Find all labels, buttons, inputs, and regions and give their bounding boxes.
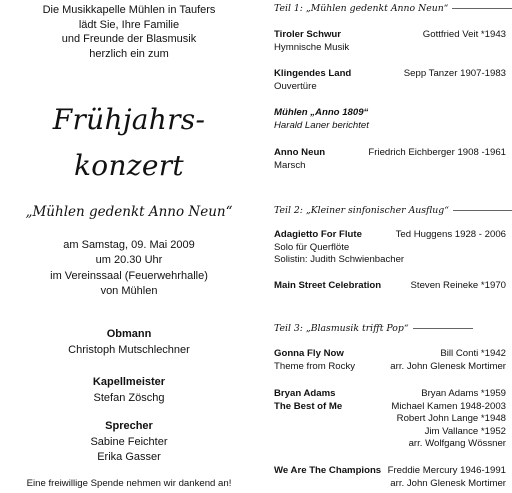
piece-composer: Steven Reineke *1970: [410, 280, 506, 291]
piece-bryan-adams: [274, 388, 506, 451]
intro-line: und Freunde der Blasmusik: [61, 33, 197, 46]
official-sprecher: [0, 419, 258, 466]
official-name: Stefan Zöschg: [93, 391, 165, 404]
piece-soloist: Solistin: Judith Schwienbacher: [274, 254, 405, 266]
piece-arranger: arr. Wolfgang Wössner: [408, 438, 506, 450]
piece-title: Tiroler Schwur: [274, 29, 341, 40]
part1-heading: [274, 3, 512, 14]
piece-subtitle: Ouvertüre: [274, 80, 317, 92]
piece-title-2: The Best of Me: [274, 400, 343, 412]
intro-line: herzlich ein zum: [89, 47, 169, 60]
piece-composer: Bryan Adams *1959: [421, 388, 506, 399]
heading-rule: [413, 328, 473, 329]
concert-venue: im Vereinssaal (Feuerwehrhalle): [50, 269, 208, 282]
piece-composer: Friedrich Eichberger 1908 -1961: [368, 147, 506, 158]
title-line-2: konzert: [74, 149, 184, 182]
official-name: Erika Gasser: [97, 451, 161, 463]
official-name: Christoph Mutschlechner: [68, 343, 190, 356]
piece-title: Adagietto For Flute: [274, 229, 362, 240]
piece-adagietto: [274, 229, 506, 267]
piece-arranger: arr. John Glenesk Mortimer: [390, 360, 506, 372]
official-label: Obmann: [106, 328, 152, 340]
concert-motto: „Mühlen gedenkt Anno Neun“: [25, 204, 233, 220]
piece-arranger: arr. John Glenesk Mortimer: [390, 477, 506, 489]
concert-time: um 20.30 Uhr: [95, 254, 163, 267]
piece-gonna-fly-now: [274, 348, 506, 373]
piece-title: Main Street Celebration: [274, 280, 382, 291]
part2-heading: [274, 205, 512, 216]
piece-subtitle: Hymnische Musik: [274, 41, 350, 53]
heading-rule: [452, 8, 512, 9]
piece-subtitle: Solo für Querflöte: [274, 241, 350, 253]
piece-composer: Michael Kamen 1948-2003: [391, 400, 506, 412]
piece-tiroler-schwur: [274, 29, 506, 54]
official-name: Sabine Feichter: [90, 435, 168, 448]
concert-town: von Mühlen: [100, 285, 158, 298]
heading-rule: [453, 210, 512, 211]
piece-muehlen-anno: [274, 107, 506, 132]
official-label: Kapellmeister: [92, 376, 166, 388]
part3-heading-text: Teil 3: „Blasmusik trifft Pop“: [274, 323, 409, 334]
piece-composer: Jim Vallance *1952: [424, 425, 506, 437]
piece-title: We Are The Champions: [274, 465, 382, 476]
part1-heading-text: Teil 1: „Mühlen gedenkt Anno Neun“: [274, 3, 449, 14]
invitation-intro: [0, 3, 258, 61]
official-kapellmeister: [0, 375, 258, 406]
concert-details: [0, 238, 258, 300]
piece-klingendes-land: [274, 68, 506, 93]
piece-subtitle: Marsch: [274, 159, 306, 171]
official-label: Sprecher: [105, 420, 153, 432]
intro-line: lädt Sie, Ihre Familie: [78, 18, 180, 31]
piece-composer: Bill Conti *1942: [440, 348, 506, 359]
title-line-1: Frühjahrs-: [52, 103, 206, 136]
part3-heading: [274, 323, 473, 334]
piece-title: Bryan Adams: [274, 388, 336, 399]
piece-title: Mühlen „Anno 1809“: [274, 107, 369, 118]
concert-title: [0, 97, 258, 189]
piece-composer: Robert John Lange *1948: [396, 413, 506, 425]
piece-main-street: [274, 280, 506, 293]
program-column: [270, 0, 510, 493]
piece-composer: Sepp Tanzer 1907-1983: [403, 68, 506, 79]
piece-title: Klingendes Land: [274, 68, 352, 79]
piece-subtitle: Harald Laner berichtet: [274, 119, 369, 131]
part2-heading-text: Teil 2: „Kleiner sinfonischer Ausflug“: [274, 205, 449, 216]
piece-anno-neun: [274, 147, 506, 172]
piece-title: Anno Neun: [274, 147, 326, 158]
official-obmann: [0, 327, 258, 358]
concert-date: am Samstag, 09. Mai 2009: [63, 239, 195, 251]
piece-we-are-the-champions: [274, 465, 506, 490]
piece-composer: Gottfried Veit *1943: [422, 29, 506, 40]
donation-note: Eine freiwillige Spende nehmen wir dankend an!: [26, 478, 232, 489]
piece-title: Gonna Fly Now: [274, 348, 344, 359]
piece-composer: Freddie Mercury 1946-1991: [387, 465, 506, 476]
piece-composer: Ted Huggens 1928 - 2006: [395, 229, 506, 240]
piece-subtitle: Theme from Rocky: [274, 360, 356, 372]
intro-line: Die Musikkapelle Mühlen in Taufers: [42, 4, 216, 16]
